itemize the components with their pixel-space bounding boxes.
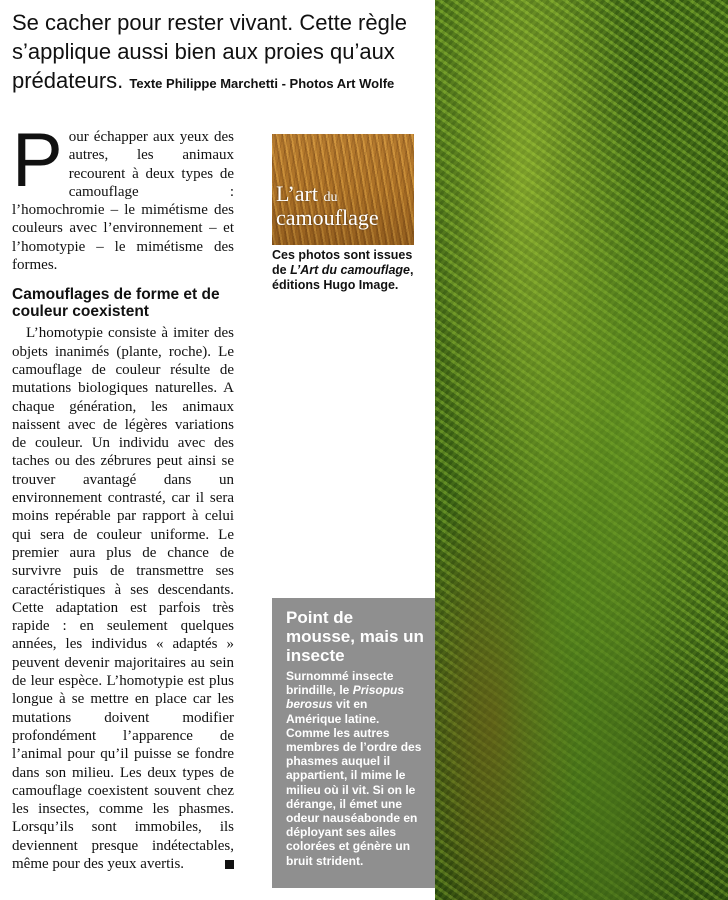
- lead-text: our échapper aux yeux des autres, les animaux recourent à deux types de camouflage : l’homochromie – le mimétisme des couleurs avec l’environnement – et l’homotypie – le mimétisme des formes.: [12, 129, 234, 274]
- caption-after: , éditions Hugo Image.: [272, 263, 414, 292]
- book-title-small: du: [323, 190, 338, 205]
- section-body: [12, 324, 234, 873]
- end-square-icon: [225, 860, 234, 869]
- caption-before: Ces photos sont issues de: [272, 248, 413, 277]
- sidebar-species: Prisopus berosus: [286, 683, 405, 712]
- book-title-line2: camouflage: [276, 205, 379, 230]
- headline-credits: Texte Philippe Marchetti - Photos Art Wolfe: [129, 76, 395, 91]
- book-cover-image: [272, 134, 414, 245]
- book-caption: [272, 248, 422, 293]
- sidebar-body-before: Surnommé insecte brindille, le: [286, 669, 394, 698]
- section-body-text: L’homotypie consiste à imiter des objets inanimés (plante, roche). Le camouflage de couleur résulte de mutations biologiques naturelles. A chaque génération, les animaux naissent avec de légères variations de couleur. Un individu avec des taches ou des zébrures peut ainsi se trouver avantagé dans un environnement contrasté, car il sera moins repérable par rapport à celui qui sera de couleur uniforme. Le premier aura plus de chance de survivre puis de transmettre ses caractéristiques à ses descendants. Cette adaptation est parfois très rapide : en seulement quelques années, les individus « adaptés » peuvent devenir majoritaires au sein de leur espèce. L’homotypie est plus longue à se mettre en place car les mutations doivent modifier profondément l’apparence de l’animal pour qu’il puisse se fondre dans son milieu. Les deux types de camouflage coexistent souvent chez les insectes, comme les phasmes. Lorsqu’ils sont immobiles, ils deviennent presque indétectables, même pour des yeux avertis.: [12, 325, 234, 872]
- caption-title: L’Art du camouflage: [290, 263, 410, 277]
- page-headline: [12, 8, 427, 98]
- sidebar-body-after: vit en Amérique latine. Comme les autres membres de l’ordre des phasmes auquel il appartient, il mime le milieu où il vit. Si on le dérange, il émet une odeur nauséabonde en déployant ses ailes colorées et génère un bruit strident.: [286, 697, 422, 868]
- book-title-line1: L’art: [276, 181, 318, 206]
- article-column: [12, 118, 234, 873]
- section-subhead: Camouflages de forme et de couleur coexistent: [12, 286, 220, 321]
- lead-paragraph: [12, 118, 234, 274]
- headline-text: Se cacher pour rester vivant. Cette règle s’applique aussi bien aux proies qu’aux prédateurs.: [12, 10, 407, 93]
- book-cover-title: [276, 181, 412, 230]
- drop-cap: P: [12, 118, 63, 203]
- sidebar-box: [272, 598, 435, 888]
- sidebar-title: Point de mousse, mais un insecte: [286, 608, 424, 665]
- moss-photo: [435, 0, 728, 900]
- sidebar-body: [286, 669, 425, 868]
